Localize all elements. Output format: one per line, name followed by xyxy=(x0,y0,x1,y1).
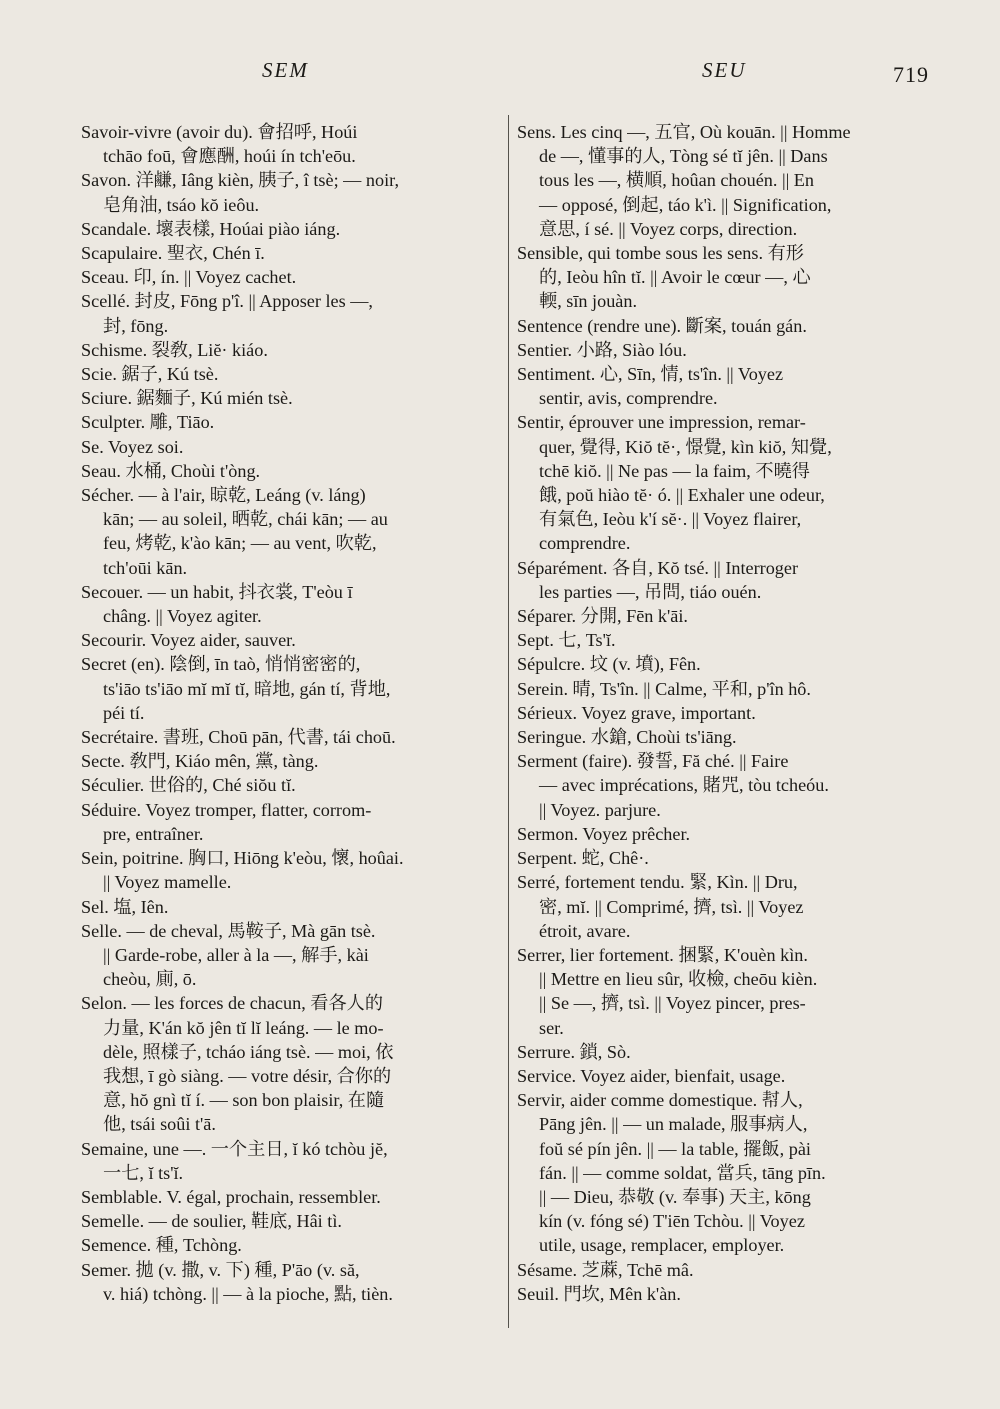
entry-line: Seau. 水桶, Choùi t'òng. xyxy=(81,460,261,481)
entry-line: Serpent. 蛇, Chê·. xyxy=(517,848,649,869)
dictionary-entry xyxy=(81,386,493,410)
entry-line: || Voyez mamelle. xyxy=(103,872,232,893)
entry-line: Serrure. 鎖, Sò. xyxy=(517,1041,631,1062)
entry-line: 皂角油, tsáo kŏ ieôu. xyxy=(103,194,260,215)
dictionary-entry xyxy=(81,773,493,797)
dictionary-entry xyxy=(517,822,927,846)
dictionary-entry xyxy=(517,1064,927,1088)
entry-line: Séparément. 各自, Kŏ tsé. || Interroger xyxy=(517,557,799,578)
dictionary-entry xyxy=(81,1137,493,1185)
dictionary-entry xyxy=(81,991,493,1136)
dictionary-entry xyxy=(81,289,493,337)
running-header xyxy=(0,58,1000,92)
dictionary-entry xyxy=(517,652,927,676)
entry-line: Selon. — les forces de chacun, 看各人的 xyxy=(81,993,384,1014)
entry-line: Sciure. 鋸麵子, Kú mién tsè. xyxy=(81,388,293,409)
entry-line: Sentiment. 心, Sīn, 情, ts'în. || Voyez xyxy=(517,364,784,385)
dictionary-entry xyxy=(81,483,493,580)
entry-line: Sécher. — à l'air, 晾乾, Leáng (v. láng) xyxy=(81,485,366,506)
entry-line: Semence. 種, Tchòng. xyxy=(81,1235,242,1256)
entry-line: Sein, poitrine. 胸口, Hiōng k'eòu, 懷, hoûai. xyxy=(81,848,404,869)
page-number: 719 xyxy=(893,62,929,87)
entry-line: tchāo foū, 會應酬, hoúi ín tch'eōu. xyxy=(103,146,356,167)
dictionary-entry xyxy=(81,338,493,362)
entry-line: 一七, ĭ ts'ĭ. xyxy=(103,1162,184,1183)
entry-line: pre, entraîner. xyxy=(103,823,204,844)
entry-line: Semaine, une —. 一个主日, ĭ kó tchòu jĕ, xyxy=(81,1138,388,1159)
entry-line: kín (v. fóng sé) T'iēn Tchòu. || Voyez xyxy=(539,1211,805,1232)
entry-line: || Se —, 擠, tsì. || Voyez pincer, pres- xyxy=(539,993,806,1014)
entry-line: comprendre. xyxy=(539,533,631,554)
entry-line: Serrer, lier fortement. 捆緊, K'ouèn kìn. xyxy=(517,944,808,965)
entry-line: Sépulcre. 坟 (v. 墳), Fên. xyxy=(517,654,701,675)
dictionary-entry xyxy=(81,749,493,773)
entry-line: || Mettre en lieu sûr, 收檢, cheōu kièn. xyxy=(539,969,818,990)
entry-line: Se. Voyez soi. xyxy=(81,436,184,457)
entry-line: 封, fōng. xyxy=(103,315,169,336)
entry-line: Sens. Les cinq —, 五官, Où kouān. || Homme xyxy=(517,122,851,142)
column-divider xyxy=(508,115,509,1328)
entry-line: Scie. 鋸子, Kú tsè. xyxy=(81,364,219,385)
entry-line: étroit, avare. xyxy=(539,920,631,941)
entry-line: Secouer. — un habit, 抖衣裳, T'eòu ī xyxy=(81,581,353,602)
dictionary-entry xyxy=(81,1209,493,1233)
entry-line: 餓, poŭ hiào tĕ· ó. || Exhaler une odeur, xyxy=(539,485,825,506)
entry-line: || Garde-robe, aller à la —, 解手, kài xyxy=(103,944,369,965)
dictionary-entry xyxy=(517,338,927,362)
dictionary-entry xyxy=(517,314,927,338)
dictionary-entry xyxy=(81,1233,493,1257)
entry-line: Séculier. 世俗的, Ché siŏu tĭ. xyxy=(81,775,296,796)
entry-line: Serein. 晴, Ts'în. || Calme, 平和, p'în hô. xyxy=(517,678,811,699)
entry-line: Sermon. Voyez prêcher. xyxy=(517,823,691,844)
entry-line: Service. Voyez aider, bienfait, usage. xyxy=(517,1065,786,1086)
entry-line: 意思, í sé. || Voyez corps, direction. xyxy=(539,218,798,239)
dictionary-entry xyxy=(81,241,493,265)
entry-line: de —, 懂事的人, Tòng sé tĭ jên. || Dans xyxy=(539,146,828,167)
entry-line: Selle. — de cheval, 馬鞍子, Mà gān tsè. xyxy=(81,920,376,941)
entry-line: Semblable. V. égal, prochain, ressembler. xyxy=(81,1186,381,1207)
entry-line: Secourir. Voyez aider, sauver. xyxy=(81,630,296,651)
entry-line: — avec imprécations, 賭咒, tòu tcheóu. xyxy=(539,775,829,796)
dictionary-entry xyxy=(81,846,493,894)
entry-line: Savoir-vivre (avoir du). 會招呼, Hoúi xyxy=(81,122,358,142)
entry-line: 我想, ī gò siàng. — votre désir, 合你的 xyxy=(103,1065,392,1086)
entry-line: Scandale. 壞表樣, Hoúai piào iáng. xyxy=(81,218,341,239)
dictionary-entry xyxy=(517,1040,927,1064)
dictionary-entry xyxy=(517,677,927,701)
entry-line: Scapulaire. 聖衣, Chén ī. xyxy=(81,243,265,264)
entry-line: foŭ sé pín jên. || — la table, 擺飯, pài xyxy=(539,1138,811,1159)
entry-line: feu, 烤乾, k'ào kān; — au vent, 吹乾, xyxy=(103,533,377,554)
entry-line: 輭, sīn jouàn. xyxy=(539,291,638,312)
entry-line: kān; — au soleil, 晒乾, chái kān; — au xyxy=(103,509,388,530)
entry-line: Sentier. 小路, Siào lóu. xyxy=(517,339,687,360)
entry-line: 力量, K'án kŏ jên tĭ lĭ leáng. — le mo- xyxy=(103,1017,384,1038)
dictionary-entry xyxy=(81,628,493,652)
entry-line: Sept. 七, Ts'ĭ. xyxy=(517,630,616,651)
entry-line: les parties —, 吊問, tiáo ouén. xyxy=(539,581,762,602)
entry-line: Sensible, qui tombe sous les sens. 有形 xyxy=(517,243,804,264)
dictionary-entry xyxy=(81,168,493,216)
entry-line: Secrétaire. 書班, Choū pān, 代書, tái choū. xyxy=(81,727,396,748)
entry-line: Semer. 拋 (v. 撒, v. 下) 種, P'āo (v. să, xyxy=(81,1259,360,1280)
entry-line: 有氣色, Ieòu k'í sĕ·. || Voyez flairer, xyxy=(539,509,802,530)
entry-line: Servir, aider comme domestique. 幇人, xyxy=(517,1090,803,1111)
entry-line: 的, Ieòu hîn tĭ. || Avoir le cœur —, 心 xyxy=(539,267,811,288)
dictionary-entry xyxy=(81,435,493,459)
entry-line: Savon. 洋鹻, Iâng kièn, 胰子, î tsè; — noir, xyxy=(81,170,400,191)
dictionary-entry xyxy=(81,895,493,919)
dictionary-entry xyxy=(517,556,927,604)
entry-line: Serré, fortement tendu. 緊, Kìn. || Dru, xyxy=(517,872,798,893)
entry-line: Séparer. 分開, Fēn k'āi. xyxy=(517,606,688,627)
entry-line: fán. || — comme soldat, 當兵, tāng pīn. xyxy=(539,1162,826,1183)
entry-line: Seringue. 水鎗, Choùi ts'iāng. xyxy=(517,727,737,748)
dictionary-entry xyxy=(81,362,493,386)
entry-line: Secret (en). 陰倒, īn taò, 悄悄密密的, xyxy=(81,654,361,675)
dictionary-entry xyxy=(517,1088,927,1257)
right-running-head: SEU xyxy=(702,58,747,82)
dictionary-entry xyxy=(81,120,493,168)
entry-line: Sentence (rendre une). 斷案, touán gán. xyxy=(517,315,807,336)
dictionary-entry xyxy=(81,1258,493,1306)
dictionary-entry xyxy=(81,410,493,434)
entry-line: Semelle. — de soulier, 鞋底, Hâi tì. xyxy=(81,1211,342,1232)
entry-line: tch'oūi kān. xyxy=(103,557,188,578)
left-running-head: SEM xyxy=(262,58,309,82)
dictionary-entry xyxy=(517,241,927,314)
entry-line: || — Dieu, 恭敬 (v. 奉事) 天主, kōng xyxy=(539,1186,811,1207)
entry-line: Sel. 塩, Iên. xyxy=(81,896,169,917)
dictionary-entry xyxy=(517,1282,927,1306)
dictionary-entry xyxy=(81,217,493,241)
dictionary-entry xyxy=(81,1185,493,1209)
entry-line: 他, tsái soûi t'ā. xyxy=(103,1114,216,1135)
dictionary-entry xyxy=(81,798,493,846)
entry-line: dèle, 照樣子, tcháo iáng tsè. — moi, 依 xyxy=(103,1041,394,1062)
entry-line: châng. || Voyez agiter. xyxy=(103,606,262,627)
entry-line: quer, 覺得, Kiŏ tĕ·, 憬覺, kìn kiŏ, 知覺, xyxy=(539,436,832,457)
dictionary-entry xyxy=(81,919,493,992)
left-column xyxy=(81,120,493,1306)
dictionary-entry xyxy=(517,120,927,241)
entry-line: || Voyez. parjure. xyxy=(539,799,661,820)
entry-line: utile, usage, remplacer, employer. xyxy=(539,1235,785,1256)
dictionary-entry xyxy=(517,1258,927,1282)
entry-line: Sceau. 印, ín. || Voyez cachet. xyxy=(81,267,297,288)
dictionary-entry xyxy=(517,362,927,410)
entry-line: péi tí. xyxy=(103,702,145,723)
dictionary-entry xyxy=(517,628,927,652)
dictionary-entry xyxy=(517,870,927,943)
entry-line: Secte. 敎門, Kiáo mên, 黨, tàng. xyxy=(81,751,319,772)
entry-line: cheòu, 廁, ō. xyxy=(103,969,197,990)
dictionary-entry xyxy=(81,459,493,483)
entry-line: — opposé, 倒起, táo k'ì. || Signification, xyxy=(539,194,832,215)
dictionary-entry xyxy=(517,701,927,725)
dictionary-entry xyxy=(517,410,927,555)
dictionary-entry xyxy=(517,846,927,870)
entry-line: Séduire. Voyez tromper, flatter, corrom- xyxy=(81,799,372,820)
dictionary-entry xyxy=(81,725,493,749)
entry-line: Sculpter. 雕, Tiāo. xyxy=(81,412,215,433)
entry-line: ser. xyxy=(539,1017,564,1038)
dictionary-entry xyxy=(517,749,927,822)
entry-line: Pāng jên. || — un malade, 服事病人, xyxy=(539,1114,808,1135)
entry-line: tous les —, 横順, hoûan chouén. || En xyxy=(539,170,815,191)
dictionary-entry xyxy=(81,265,493,289)
dictionary-entry xyxy=(517,604,927,628)
entry-line: v. hiá) tchòng. || — à la pioche, 點, tièn. xyxy=(103,1283,393,1304)
dictionary-entry xyxy=(81,580,493,628)
entry-line: tchē kiŏ. || Ne pas — la faim, 不曉得 xyxy=(539,460,810,481)
entry-line: Scellé. 封皮, Fōng p'î. || Apposer les —, xyxy=(81,291,373,312)
entry-line: ts'iāo ts'iāo mĭ mĭ tĭ, 暗地, gán tí, 背地, xyxy=(103,678,391,699)
entry-line: Seuil. 門坎, Mên k'àn. xyxy=(517,1283,681,1304)
dictionary-entry xyxy=(517,943,927,1040)
entry-line: Serment (faire). 發誓, Fă ché. || Faire xyxy=(517,751,789,772)
entry-line: Sentir, éprouver une impression, remar- xyxy=(517,412,806,433)
entry-line: Sérieux. Voyez grave, important. xyxy=(517,702,756,723)
dictionary-entry xyxy=(517,725,927,749)
dictionary-entry xyxy=(81,652,493,725)
right-column xyxy=(517,120,927,1306)
entry-line: 意, hŏ gnì tĭ í. — son bon plaisir, 在隨 xyxy=(103,1090,385,1111)
entry-line: Schisme. 裂敎, Liĕ· kiáo. xyxy=(81,339,268,360)
entry-line: 密, mĭ. || Comprimé, 擠, tsì. || Voyez xyxy=(539,896,804,917)
entry-line: sentir, avis, comprendre. xyxy=(539,388,718,409)
entry-line: Sésame. 芝蔴, Tchē mâ. xyxy=(517,1259,694,1280)
